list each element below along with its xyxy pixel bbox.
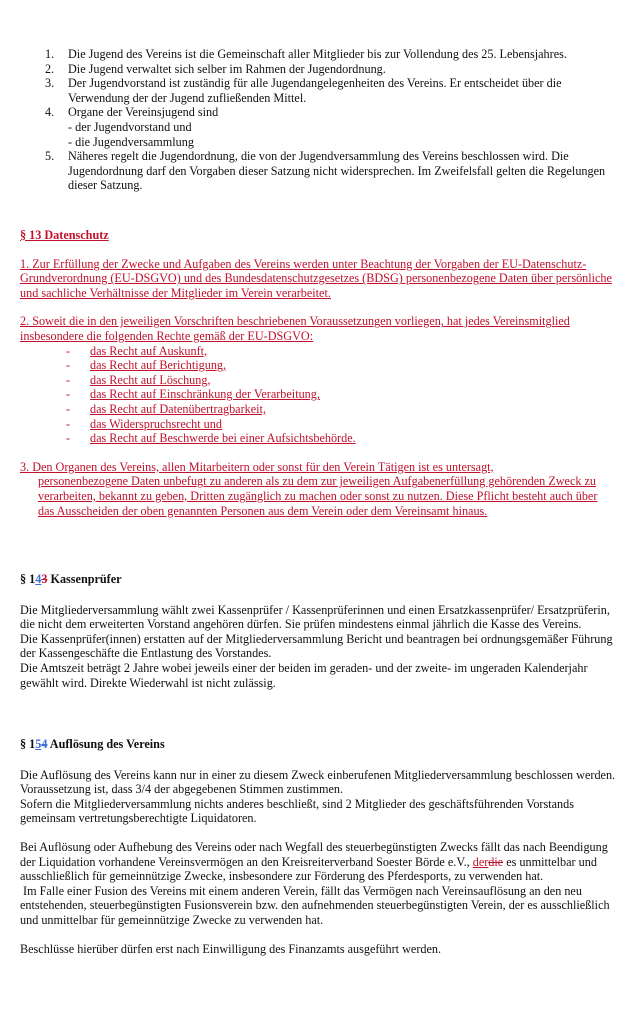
aufloesung-paragraph-4 — [20, 840, 616, 884]
youth-section — [20, 47, 616, 193]
youth-list — [20, 47, 616, 193]
deleted-text: 4 — [41, 737, 48, 751]
datenschutz-paragraph-3 — [20, 460, 616, 518]
list-item — [20, 344, 616, 359]
list-text: Organe der Vereinsjugend sind — [68, 105, 219, 120]
list-item — [20, 431, 616, 446]
list-number: 1. — [45, 47, 55, 61]
dash-bullet: - — [66, 431, 71, 446]
list-text: das Widerspruchsrecht und — [90, 416, 222, 431]
inserted-text: 5 — [35, 737, 42, 751]
dash-bullet: - — [66, 387, 71, 402]
aufloesung-paragraph-1: Die Auflösung des Vereins kann nur in einer zu diesem Zweck einberufenen Mitgliederversammlung beschlossen werden. — [20, 767, 616, 782]
dash-bullet: - — [66, 416, 71, 431]
list-item — [20, 47, 616, 62]
aufloesung-section — [20, 737, 616, 956]
section-heading: § 13 Datenschutz — [20, 228, 109, 242]
kassenpruefer-section — [20, 572, 616, 690]
list-text: das Recht auf Auskunft, — [90, 343, 208, 358]
heading-title: Auflösung des Vereins — [49, 737, 165, 751]
list-item — [20, 149, 616, 193]
list-text: das Recht auf Datenübertragbarkeit, — [90, 401, 266, 416]
kassenpruefer-paragraph-2: Die Kassenprüfer(innen) erstatten auf der Mitgliederversammlung Bericht und beantragen bei ordnungsgemäßer Führung der Kassengeschäfte die Entlastung des Vorstandes. — [20, 631, 613, 661]
section-heading — [20, 572, 616, 587]
heading-prefix: § 1 — [20, 737, 36, 751]
list-item — [20, 358, 616, 373]
dash-bullet: - — [66, 358, 71, 373]
aufloesung-paragraph-5: Im Falle einer Fusion des Vereins mit einem anderen Verein, fällt das Vermögen nach Vereinsauflösung an den neu entstehenden, steuerbegünstigten Fusionsverein bzw. den aufnehmenden steuerbegünstigten Verein, der es ausschließlich und unmittelbar für gemeinnützige Zwecke zu verwenden hat. — [20, 883, 613, 927]
list-item — [20, 417, 616, 432]
datenschutz-section — [20, 228, 616, 518]
datenschutz-paragraph-2: 2. Soweit die in den jeweiligen Vorschriften beschriebenen Voraussetzungen vorliegen, hat jedes Vereinsmitglied insbesondere die folgenden Rechte gemäß der EU-DSGVO: — [20, 314, 570, 343]
heading-title: Kassenprüfer — [50, 572, 122, 586]
list-subitem: - der Jugendvorstand und — [68, 119, 192, 134]
list-number: 2. — [45, 61, 55, 76]
aufloesung-paragraph-6: Beschlüsse hierüber dürfen erst nach Einwilligung des Finanzamts ausgeführt werden. — [20, 941, 442, 956]
inserted-text: 4 — [35, 572, 42, 586]
list-item — [20, 76, 616, 105]
rights-list — [20, 344, 616, 446]
list-text: das Recht auf Löschung, — [90, 372, 211, 387]
paragraph-text: Bei Auflösung oder Aufhebung des Vereins oder nach Wegfall des steuerbegünstigten Zwecks fällt das nach Beendigung der Liquidation vorhandene Vereinsvermögen an den Kreisreiterverband Soester Börde e.V., — [20, 839, 608, 869]
paragraph-first-line: 3. Den Organen des Vereins, allen Mitarbeitern oder sonst für den Verein Tätigen ist es untersagt, — [20, 459, 494, 474]
list-text: das Recht auf Einschränkung der Verarbeitung, — [90, 387, 320, 402]
list-item — [20, 373, 616, 388]
list-number: 4. — [45, 105, 55, 120]
list-number: 3. — [45, 76, 55, 91]
list-subitem: - die Jugendversammlung — [68, 134, 194, 149]
section-heading — [20, 737, 616, 752]
datenschutz-paragraph-1: 1. Zur Erfüllung der Zwecke und Aufgaben des Vereins werden unter Beachtung der Vorgaben der EU-Datenschutz-Grundverordnung (EU-DSGVO) und des Bundesdatenschutzgesetzes (BDSG) personenbezogene Daten über persönliche und sachliche Verhältnisse der Mitglieder im Verein verarbeitet. — [20, 256, 612, 300]
dash-bullet: - — [66, 372, 71, 387]
list-item — [20, 387, 616, 402]
list-item — [20, 105, 616, 149]
list-item — [20, 62, 616, 77]
list-item — [20, 402, 616, 417]
list-text: Die Jugend des Vereins ist die Gemeinschaft aller Mitglieder bis zur Vollendung des 25. Lebensjahres. — [68, 47, 567, 61]
list-text: Näheres regelt die Jugendordnung, die von der Jugendversammlung des Vereins beschlossen wird. Die Jugendordnung darf den Vorgaben dieser Satzung nicht widersprechen. Im Zweifelsfall gelten die Regelungen dieser Satzung. — [68, 149, 606, 193]
paragraph-text: es unmittelbar und ausschließlich für gemeinnützige Zwecke, insbesondere zur Förderung des Pferdesports, zu verwenden hat. — [20, 854, 597, 884]
paragraph-continuation: personenbezogene Daten unbefugt zu anderen als zu dem zur jeweiligen Aufgabenerfüllung gehörenden Zweck zu verarbeiten, bekannt zu geben, Dritten zugänglich zu machen oder sonst zu nutzen. Diese Pflicht besteht auch über das Ausscheiden der oben genannten Personen aus dem Verein oder dem Vereinsamt hinaus. — [38, 474, 598, 518]
dash-bullet: - — [66, 401, 71, 416]
list-text: Der Jugendvorstand ist zuständig für alle Jugendangelegenheiten des Vereins. Er entscheidet über die Verwendung der der Jugend zufließenden Mittel. — [68, 76, 562, 105]
dash-bullet: - — [66, 343, 71, 358]
aufloesung-paragraph-3: Sofern die Mitgliederversammlung nichts anderes beschließt, sind 2 Mitglieder des geschäftsführenden Vorstands gemeinsam vertretungsberechtigte Liquidatoren. — [20, 796, 574, 826]
list-number: 5. — [45, 149, 55, 164]
inserted-text: der — [472, 854, 489, 869]
heading-prefix: § 1 — [20, 572, 36, 586]
kassenpruefer-paragraph-1: Die Mitgliederversammlung wählt zwei Kassenprüfer / Kassenprüferinnen und einen Ersatzkassenprüfer/ Ersatzprüferin, die nicht dem erweiterten Vorstand angehören dürfen. Sie prüfen mindestens einmal jährlich die Kasse des Vereins. — [20, 602, 610, 632]
deleted-text: 3 — [41, 572, 48, 586]
list-text: das Recht auf Beschwerde bei einer Aufsichtsbehörde. — [90, 431, 356, 446]
list-text: Die Jugend verwaltet sich selber im Rahmen der Jugendordnung. — [68, 61, 386, 76]
list-text: das Recht auf Berichtigung, — [90, 358, 227, 373]
deleted-text: die — [488, 854, 504, 869]
aufloesung-paragraph-2: Voraussetzung ist, dass 3/4 der abgegebenen Stimmen zustimmen. — [20, 782, 344, 797]
kassenpruefer-paragraph-3: Die Amtszeit beträgt 2 Jahre wobei jeweils einer der beiden im geraden- und der zweite- im ungeraden Kalenderjahr gewählt wird. Direkte Wiederwahl ist nicht zulässig. — [20, 660, 588, 690]
